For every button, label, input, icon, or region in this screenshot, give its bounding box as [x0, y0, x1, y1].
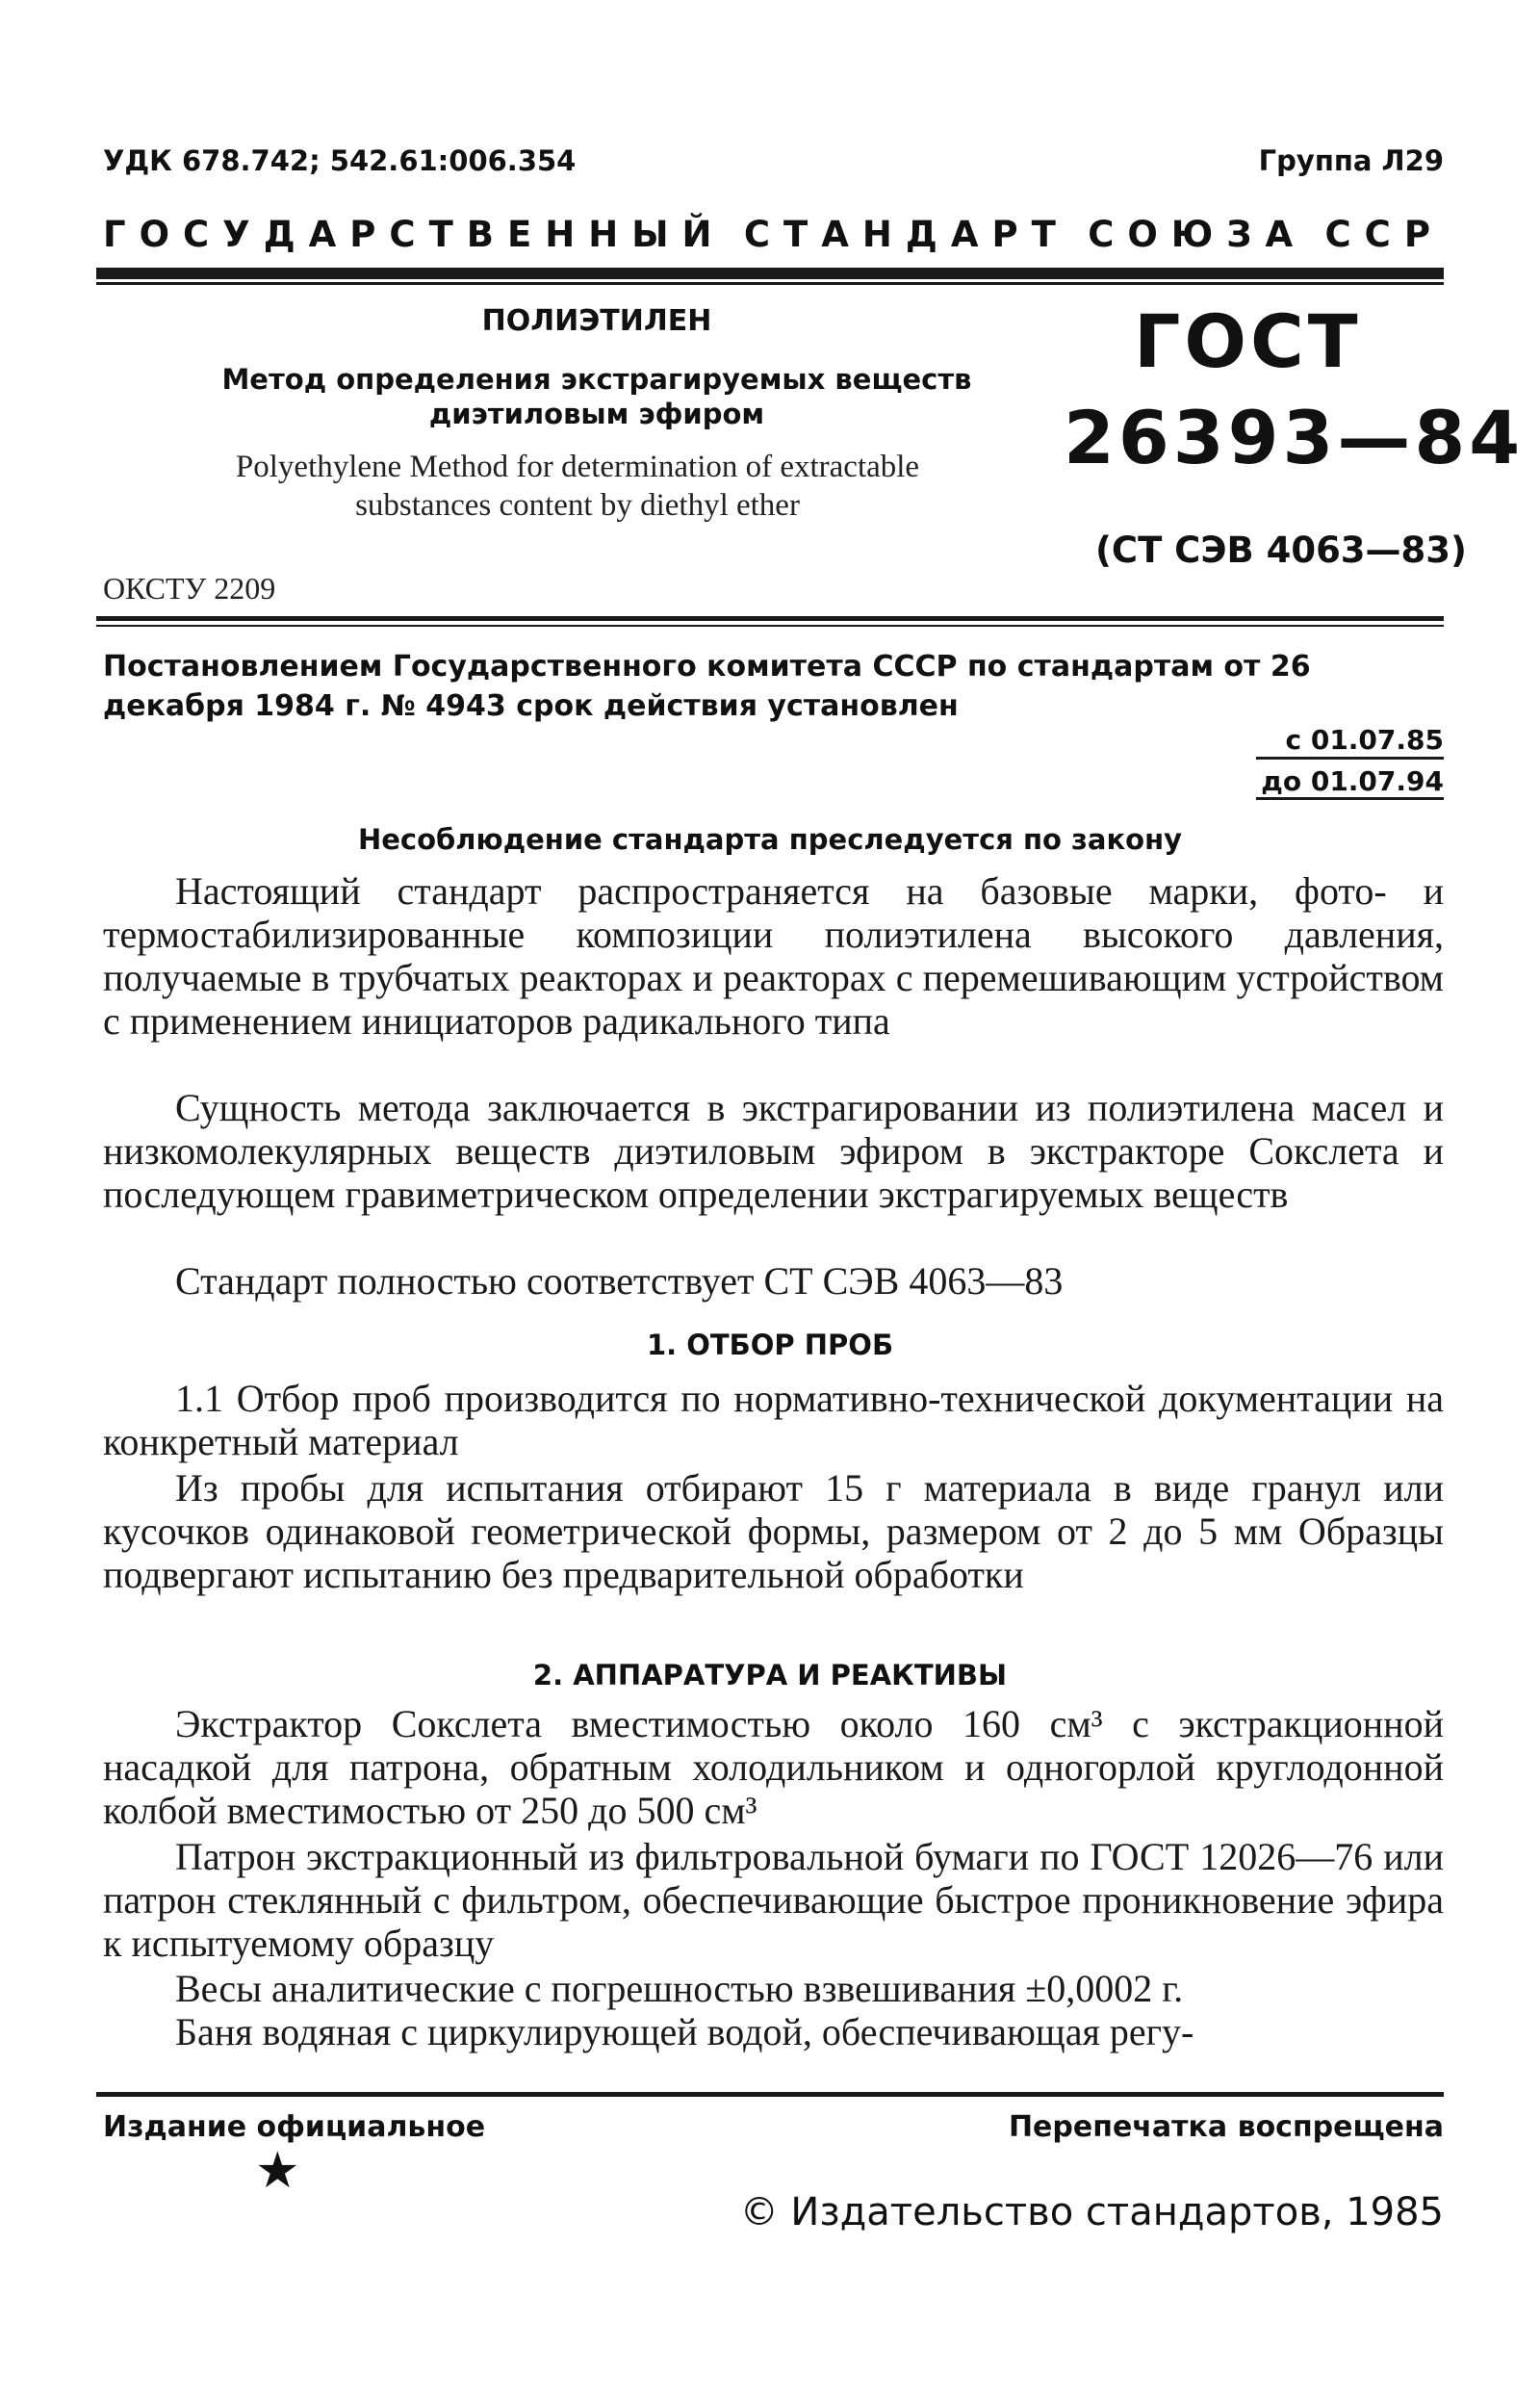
header-divider-thin — [96, 282, 1444, 285]
reprint-notice: Перепечатка воспрещена — [1008, 2110, 1444, 2144]
footer-divider — [96, 2092, 1444, 2097]
state-title-word: СТАНДАРТ — [743, 214, 1069, 255]
gost-number: 26393—84 — [1064, 395, 1525, 480]
english-title — [96, 448, 1059, 525]
subtitle-line: диэтиловым эфиром — [428, 398, 765, 430]
edition-label: Издание официальное — [103, 2110, 486, 2144]
state-title-word: ССР — [1324, 214, 1444, 255]
law-notice: Несоблюдение стандарта преследуется по закону — [357, 823, 1183, 856]
valid-date-rule — [1256, 757, 1444, 760]
title-divider — [96, 616, 1444, 621]
section-heading: 2. АППАРАТУРА И РЕАКТИВЫ — [532, 1659, 1008, 1691]
section-paragraph: 1.1 Отбор проб производится по нормативно-технической документации на конкретный материал — [103, 1377, 1444, 1463]
english-title-line: substances content by diethyl ether — [355, 488, 800, 523]
title-divider-thin — [96, 625, 1444, 627]
valid-from-date: с 01.07.85 — [1285, 724, 1444, 756]
body-paragraph: Сущность метода заключается в экстрагировании из полиэтилена масел и низкомолекулярных веществ диэтиловым эфиром в экстракторе Сокслета и последующем гравиметрическом определении экстрагируемых веществ — [103, 1086, 1444, 1216]
group-code: Группа Л29 — [1258, 144, 1444, 177]
star-icon: ★ — [255, 2144, 300, 2199]
st-sev-reference: (СТ СЭВ 4063—83) — [1095, 529, 1467, 571]
english-title-line: Polyethylene Method for determination of extractable — [235, 450, 920, 484]
state-standard-title — [103, 214, 1444, 255]
section-paragraph: Из пробы для испытания отбирают 15 г материала в виде гранул или кусочков одинаковой геометрической формы, размером от 2 до 5 мм Образцы подвергают испытанию без предварительной обработки — [103, 1466, 1444, 1596]
section-paragraph: Экстрактор Сокслета вместимостью около 160 см³ с экстракционной насадкой для патрона, обратным холодильником и одногорлой круглодонной колбой вместимостью от 250 до 500 см³ — [103, 1702, 1444, 1832]
subtitle-line: Метод определения экстрагируемых веществ — [221, 363, 972, 396]
document-subtitle — [135, 362, 1059, 431]
body-paragraph: Настоящий стандарт распространяется на базовые марки, фото- и термостабилизированные композиции полиэтилена высокого давления, получаемые в трубчатых реакторах и реакторах с перемешивающим устройством с применением инициаторов радикального типа — [103, 869, 1444, 1043]
valid-to-date: до 01.07.94 — [1261, 765, 1444, 797]
body-paragraph: Стандарт полностью соответствует СТ СЭВ 4063—83 — [175, 1259, 1064, 1303]
valid-date-rule — [1256, 797, 1444, 800]
section-paragraph: Баня водяная с циркулирующей водой, обеспечивающая регу- — [175, 2010, 1194, 2053]
gost-label: ГОСТ — [1134, 298, 1362, 384]
header-divider — [96, 268, 1444, 279]
decree-text: Постановлением Государственного комитета СССР по стандартам от 26 декабря 1984 г. № 4943 срок действия установлен — [103, 650, 1311, 723]
copyright-notice: © Издательство стандартов, 1985 — [739, 2190, 1444, 2234]
document-title: ПОЛИЭТИЛЕН — [481, 304, 712, 338]
section-paragraph: Патрон экстракционный из фильтровальной бумаги по ГОСТ 12026—76 или патрон стеклянный с фильтром, обеспечивающие быстрое проникновение эфира к испытуемому образцу — [103, 1835, 1444, 1965]
section-paragraph: Весы аналитические с погрешностью взвешивания ±0,0002 г. — [175, 1967, 1184, 2010]
okstu-code: ОКСТУ 2209 — [103, 571, 276, 606]
udk-code: УДК 678.742; 542.61:006.354 — [103, 144, 577, 177]
state-title-word: СОЮЗА — [1088, 214, 1307, 255]
state-title-word: ГОСУДАРСТВЕННЫЙ — [103, 214, 726, 255]
section-heading: 1. ОТБОР ПРОБ — [646, 1329, 894, 1361]
